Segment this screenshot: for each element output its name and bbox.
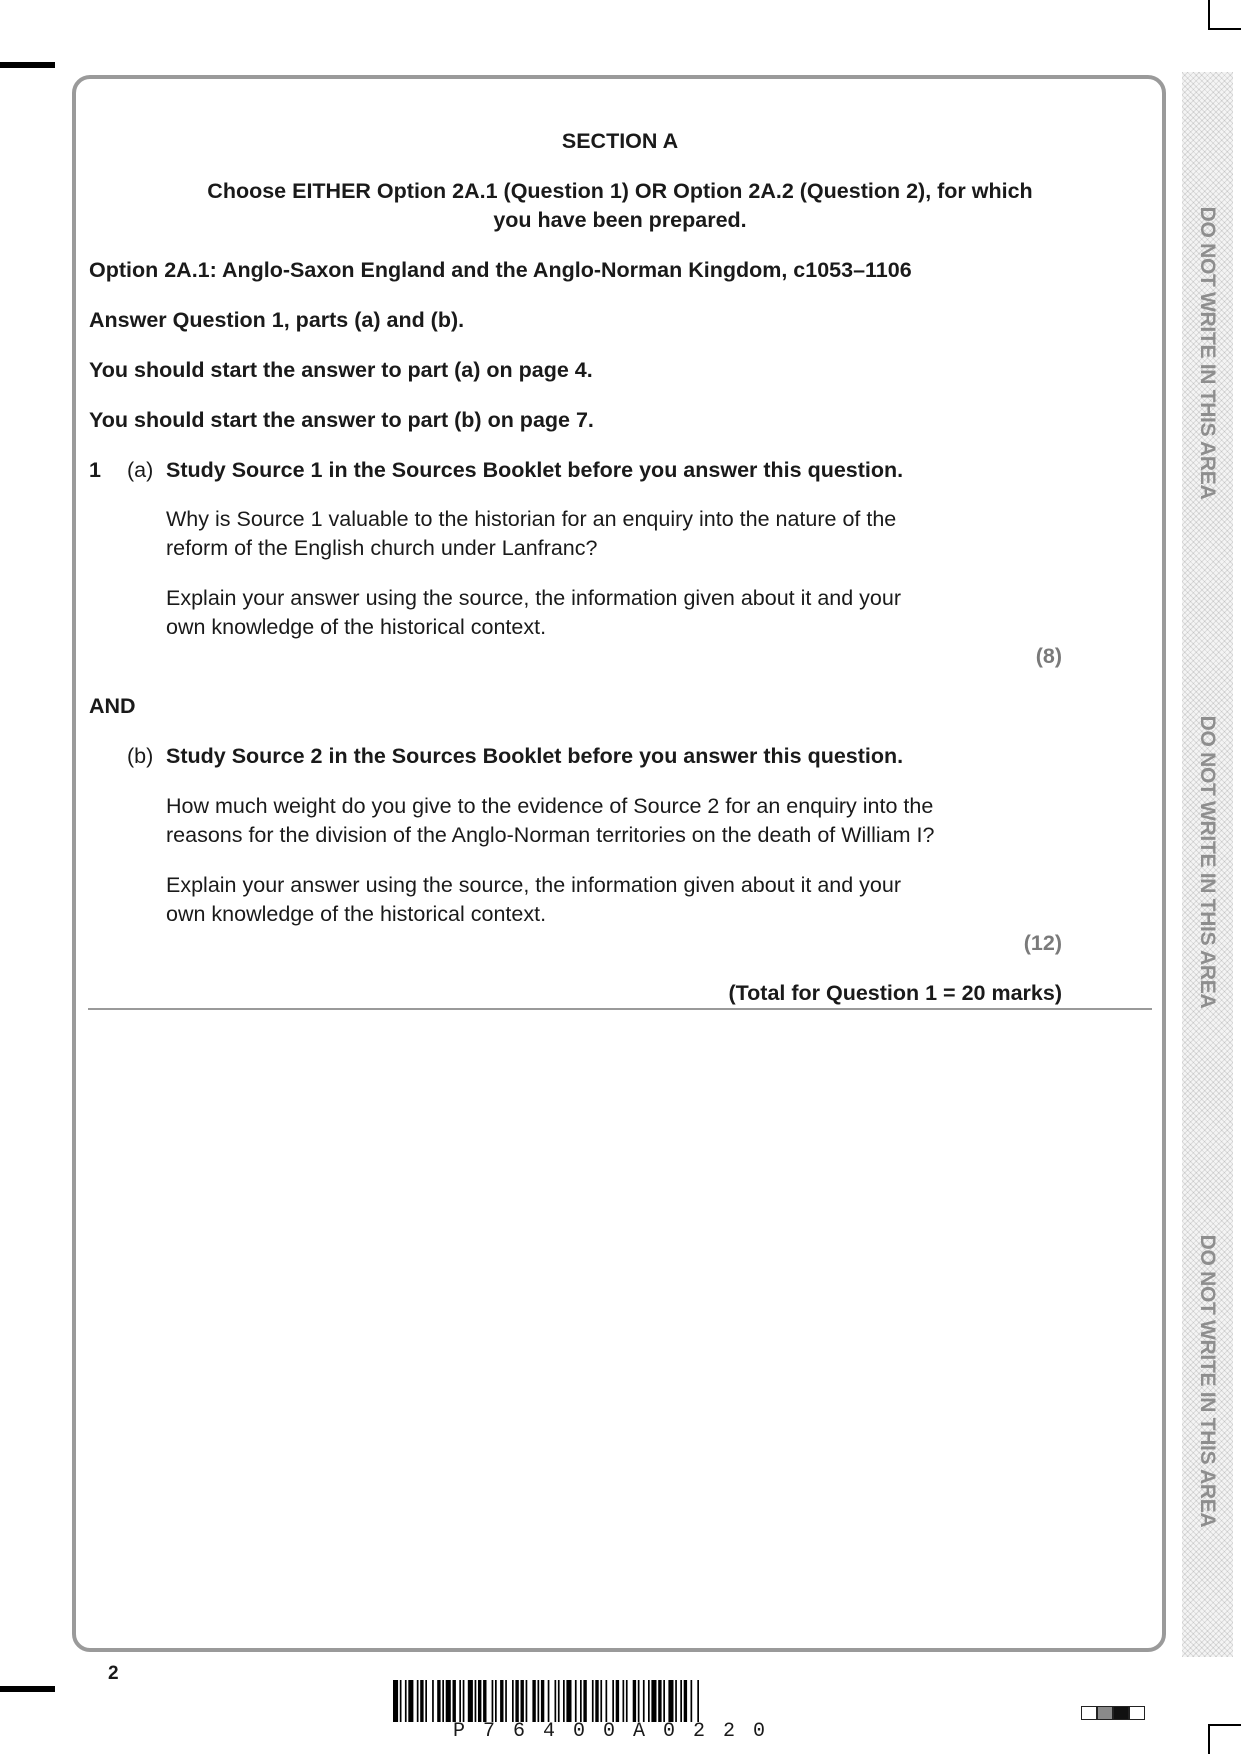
barcode-bar (425, 1680, 427, 1722)
part-b-explain-line2: own knowledge of the historical context. (166, 902, 547, 926)
part-b-heading: Study Source 2 in the Sources Booklet before you answer this question. (166, 744, 904, 768)
part-a-label: (a) (127, 458, 154, 482)
barcode-bar (606, 1680, 608, 1722)
barcode-bar (512, 1680, 514, 1722)
barcode-bar (638, 1680, 640, 1722)
barcode-bar (408, 1680, 413, 1722)
question-total: (Total for Question 1 = 20 marks) (728, 981, 1062, 1005)
barcode-bar (675, 1680, 677, 1722)
part-a-question-line2: reform of the English church under Lanfranc? (166, 536, 598, 560)
barcode-bar (521, 1680, 524, 1722)
barcode-bar (548, 1680, 550, 1722)
barcode-bar (668, 1680, 673, 1722)
barcode-bar (558, 1680, 560, 1722)
barcode-bar (623, 1680, 625, 1722)
barcode-bar (500, 1680, 503, 1722)
barcode-bar (616, 1680, 619, 1722)
barcode-bar (633, 1680, 636, 1722)
choose-instruction-line2: you have been prepared. (493, 208, 747, 232)
barcode-bar (420, 1680, 423, 1722)
crop-mark (1208, 1724, 1241, 1726)
barcode-bar (532, 1680, 535, 1722)
and-label: AND (89, 694, 136, 718)
part-a-explain-line2: own knowledge of the historical context. (166, 615, 547, 639)
registration-square (1097, 1706, 1113, 1720)
barcode-bar (555, 1680, 557, 1722)
barcode-bar (538, 1680, 540, 1722)
crop-mark (1208, 0, 1210, 30)
part-a-marks: (8) (1035, 644, 1062, 668)
barcode-bar (566, 1680, 571, 1722)
barcode-bar (405, 1680, 407, 1722)
barcode-bar (492, 1680, 494, 1722)
part-b-label: (b) (127, 744, 154, 768)
choose-instruction-line1: Choose EITHER Option 2A.1 (Question 1) OR Option 2A.2 (Question 2), for which (207, 179, 1033, 203)
barcode-bar (600, 1680, 602, 1722)
barcode-bar (580, 1680, 582, 1722)
barcode-bar (651, 1680, 656, 1722)
barcode-bar (592, 1680, 594, 1722)
barcode-bar (478, 1680, 481, 1722)
part-b-question-line2: reasons for the division of the Anglo-Norman territories on the death of William I? (166, 823, 935, 847)
part-b-marks: (12) (1023, 931, 1062, 955)
start-part-b-instruction: You should start the answer to part (b) on page 7. (89, 408, 594, 432)
crop-mark (1208, 1724, 1210, 1754)
barcode-bar (483, 1680, 486, 1722)
divider-line (88, 1008, 1152, 1010)
barcode-bar (446, 1680, 451, 1722)
barcode-bar (691, 1680, 693, 1722)
barcode-bar (475, 1680, 477, 1722)
section-title: SECTION A (561, 129, 679, 153)
registration-square (1081, 1706, 1097, 1720)
barcode-bar (468, 1680, 473, 1722)
part-b-explain-line1: Explain your answer using the source, the information given about it and your (166, 873, 902, 897)
registration-square (1113, 1706, 1129, 1720)
crop-mark (0, 1686, 55, 1692)
barcode-bar (393, 1680, 398, 1722)
barcode-bar (432, 1680, 434, 1722)
margin-warning-text: DO NOT WRITE IN THIS AREA (1196, 206, 1219, 500)
barcode-bar (563, 1680, 565, 1722)
barcode-bar (648, 1680, 650, 1722)
barcode-bar (575, 1680, 577, 1722)
barcode-bar (658, 1680, 661, 1722)
barcode-bar (626, 1680, 628, 1722)
part-a-explain-line1: Explain your answer using the source, the information given about it and your (166, 586, 902, 610)
barcode-bar (495, 1680, 497, 1722)
crop-mark (1208, 28, 1241, 30)
barcode-bar (680, 1680, 682, 1722)
barcode-bar (541, 1680, 544, 1722)
barcode-bar (453, 1680, 456, 1722)
barcode-bar (612, 1680, 614, 1722)
barcode-text: P76400A0220 (452, 1720, 784, 1743)
barcode-bar (463, 1680, 465, 1722)
barcode-bar (697, 1680, 699, 1722)
crop-mark (0, 62, 55, 68)
part-b-question-line1: How much weight do you give to the evidence of Source 2 for an enquiry into the (166, 794, 934, 818)
barcode-bar (505, 1680, 507, 1722)
barcode-bar (684, 1680, 687, 1722)
barcode-bar (643, 1680, 645, 1722)
barcode-bar (526, 1680, 528, 1722)
barcode-bar (417, 1680, 419, 1722)
answer-parts-instruction: Answer Question 1, parts (a) and (b). (89, 308, 465, 332)
margin-warning-text: DO NOT WRITE IN THIS AREA (1196, 1234, 1219, 1528)
part-a-heading: Study Source 1 in the Sources Booklet before you answer this question. (166, 458, 904, 482)
page-number: 2 (108, 1663, 119, 1684)
barcode-bar (400, 1680, 402, 1722)
part-a-question-line1: Why is Source 1 valuable to the historian for an enquiry into the nature of the (166, 507, 897, 531)
barcode (393, 1680, 843, 1722)
barcode-bar (459, 1680, 461, 1722)
barcode-bar (442, 1680, 444, 1722)
barcode-bar (515, 1680, 518, 1722)
barcode-bar (583, 1680, 586, 1722)
option-title: Option 2A.1: Anglo-Saxon England and the Anglo-Norman Kingdom, c1053–1106 (89, 258, 912, 282)
question-number: 1 (89, 458, 101, 482)
barcode-bar (595, 1680, 598, 1722)
barcode-bar (663, 1680, 665, 1722)
margin-warning-text: DO NOT WRITE IN THIS AREA (1196, 715, 1219, 1009)
registration-square (1129, 1706, 1145, 1720)
barcode-bar (437, 1680, 440, 1722)
start-part-a-instruction: You should start the answer to part (a) on page 4. (89, 358, 593, 382)
